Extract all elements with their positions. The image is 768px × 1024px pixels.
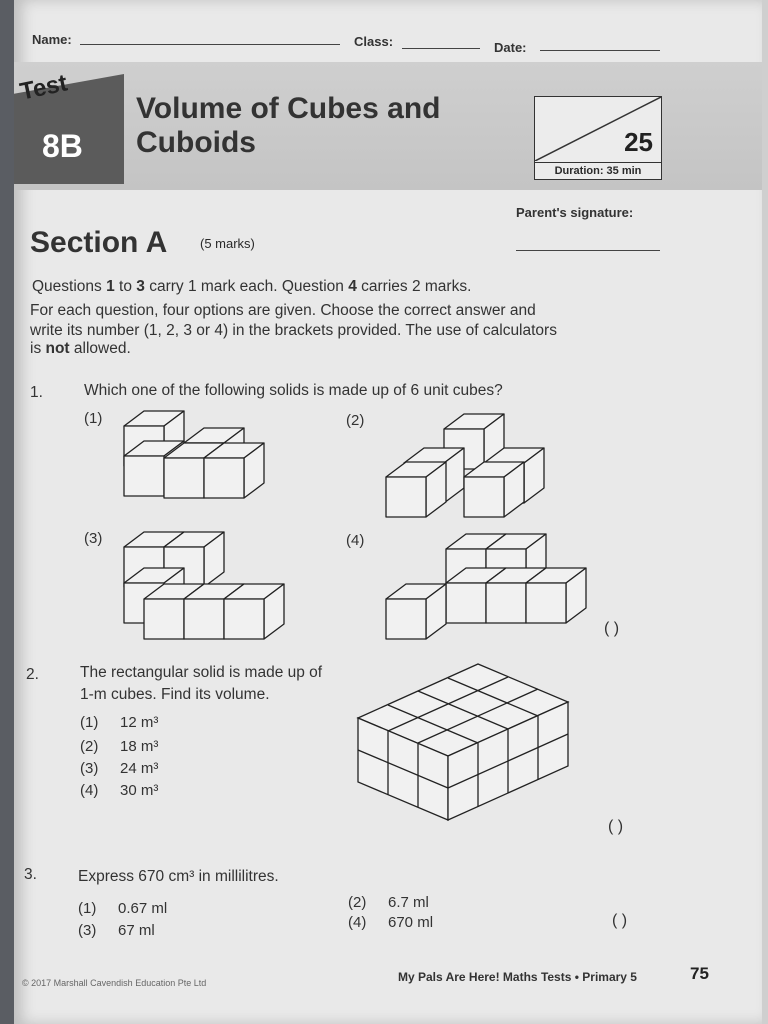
- q3-option-2-label: (2): [348, 894, 367, 911]
- question-1-number: 1.: [30, 384, 43, 401]
- q3-option-2-value: 6.7 ml: [388, 894, 429, 911]
- q3-option-3-value: 67 ml: [118, 922, 155, 939]
- page-title-line2: Cuboids: [136, 126, 256, 159]
- question-2-text-line1: The rectangular solid is made up of: [80, 664, 323, 681]
- q1-option-4-label: (4): [346, 532, 365, 549]
- q3-option-1-label: (1): [78, 900, 97, 917]
- q3-option-3-label: (3): [78, 922, 97, 939]
- q1-answer-bracket[interactable]: ( ): [604, 620, 620, 637]
- q1-fig4-cube: [386, 584, 446, 639]
- date-label: Date:: [494, 40, 527, 55]
- q1-fig1-cube: [204, 443, 264, 498]
- q1-fig4-cube: [526, 568, 586, 623]
- q2-option-4-label: (4): [80, 782, 99, 799]
- question-3-number: 3.: [24, 866, 37, 883]
- q1-fig3-cube: [224, 584, 284, 639]
- duration: Duration: 35 min: [535, 162, 661, 179]
- test-tag-code: 8B: [42, 128, 83, 164]
- q1-figure-1: [124, 411, 264, 498]
- page-title-line1: Volume of Cubes and: [136, 92, 441, 125]
- question-2-number: 2.: [26, 666, 39, 683]
- test-tag-word: Test: [17, 69, 70, 106]
- q1-figure-4: [386, 534, 586, 639]
- instruction-line-4: is not allowed.: [30, 340, 131, 357]
- instruction-line-2: For each question, four options are given. Choose the correct answer and: [30, 302, 536, 319]
- q1-figure-2: [386, 414, 544, 517]
- q2-option-1-label: (1): [80, 714, 99, 731]
- q1-option-2-label: (2): [346, 412, 365, 429]
- q2-option-3-value: 24 m³: [120, 760, 159, 777]
- total-marks: 25: [624, 127, 653, 157]
- q2-option-2-value: 18 m³: [120, 738, 159, 755]
- question-1-text: Which one of the following solids is made up of 6 unit cubes?: [84, 382, 503, 399]
- section-marks: (5 marks): [200, 236, 255, 251]
- q2-option-4-value: 30 m³: [120, 782, 159, 799]
- q2-answer-bracket[interactable]: ( ): [608, 818, 624, 835]
- page-number: 75: [690, 964, 709, 983]
- question-3-text: Express 670 cm³ in millilitres.: [78, 868, 279, 885]
- copyright-notice: © 2017 Marshall Cavendish Education Pte Ltd: [22, 978, 207, 988]
- q1-option-1-label: (1): [84, 410, 103, 427]
- class-label: Class:: [354, 34, 394, 49]
- q3-option-1-value: 0.67 ml: [118, 900, 168, 917]
- q2-option-1-value: 12 m³: [120, 714, 159, 731]
- question-2-text-line2: 1-m cubes. Find its volume.: [80, 686, 270, 703]
- q2-option-3-label: (3): [80, 760, 99, 777]
- q1-fig2-cube: [464, 462, 524, 517]
- q3-option-4-label: (4): [348, 914, 367, 931]
- q2-option-2-label: (2): [80, 738, 99, 755]
- instruction-line-3: write its number (1, 2, 3 or 4) in the brackets provided. The use of calculators: [30, 322, 557, 339]
- q3-option-4-value: 670 ml: [388, 914, 434, 931]
- q1-figure-3: [124, 532, 284, 639]
- q2-rectangular-solid: [358, 664, 568, 820]
- q3-answer-bracket[interactable]: ( ): [612, 912, 628, 929]
- section-title: Section A: [30, 226, 168, 259]
- instruction-line-1: Questions 1 to 3 carry 1 mark each. Question 4 carries 2 marks.: [32, 278, 472, 295]
- series-title: My Pals Are Here! Maths Tests • Primary 5: [398, 970, 637, 984]
- q1-option-3-label: (3): [84, 530, 103, 547]
- name-label: Name:: [32, 32, 72, 47]
- q1-fig2-cube: [386, 462, 446, 517]
- parent-signature-label: Parent's signature:: [516, 205, 634, 220]
